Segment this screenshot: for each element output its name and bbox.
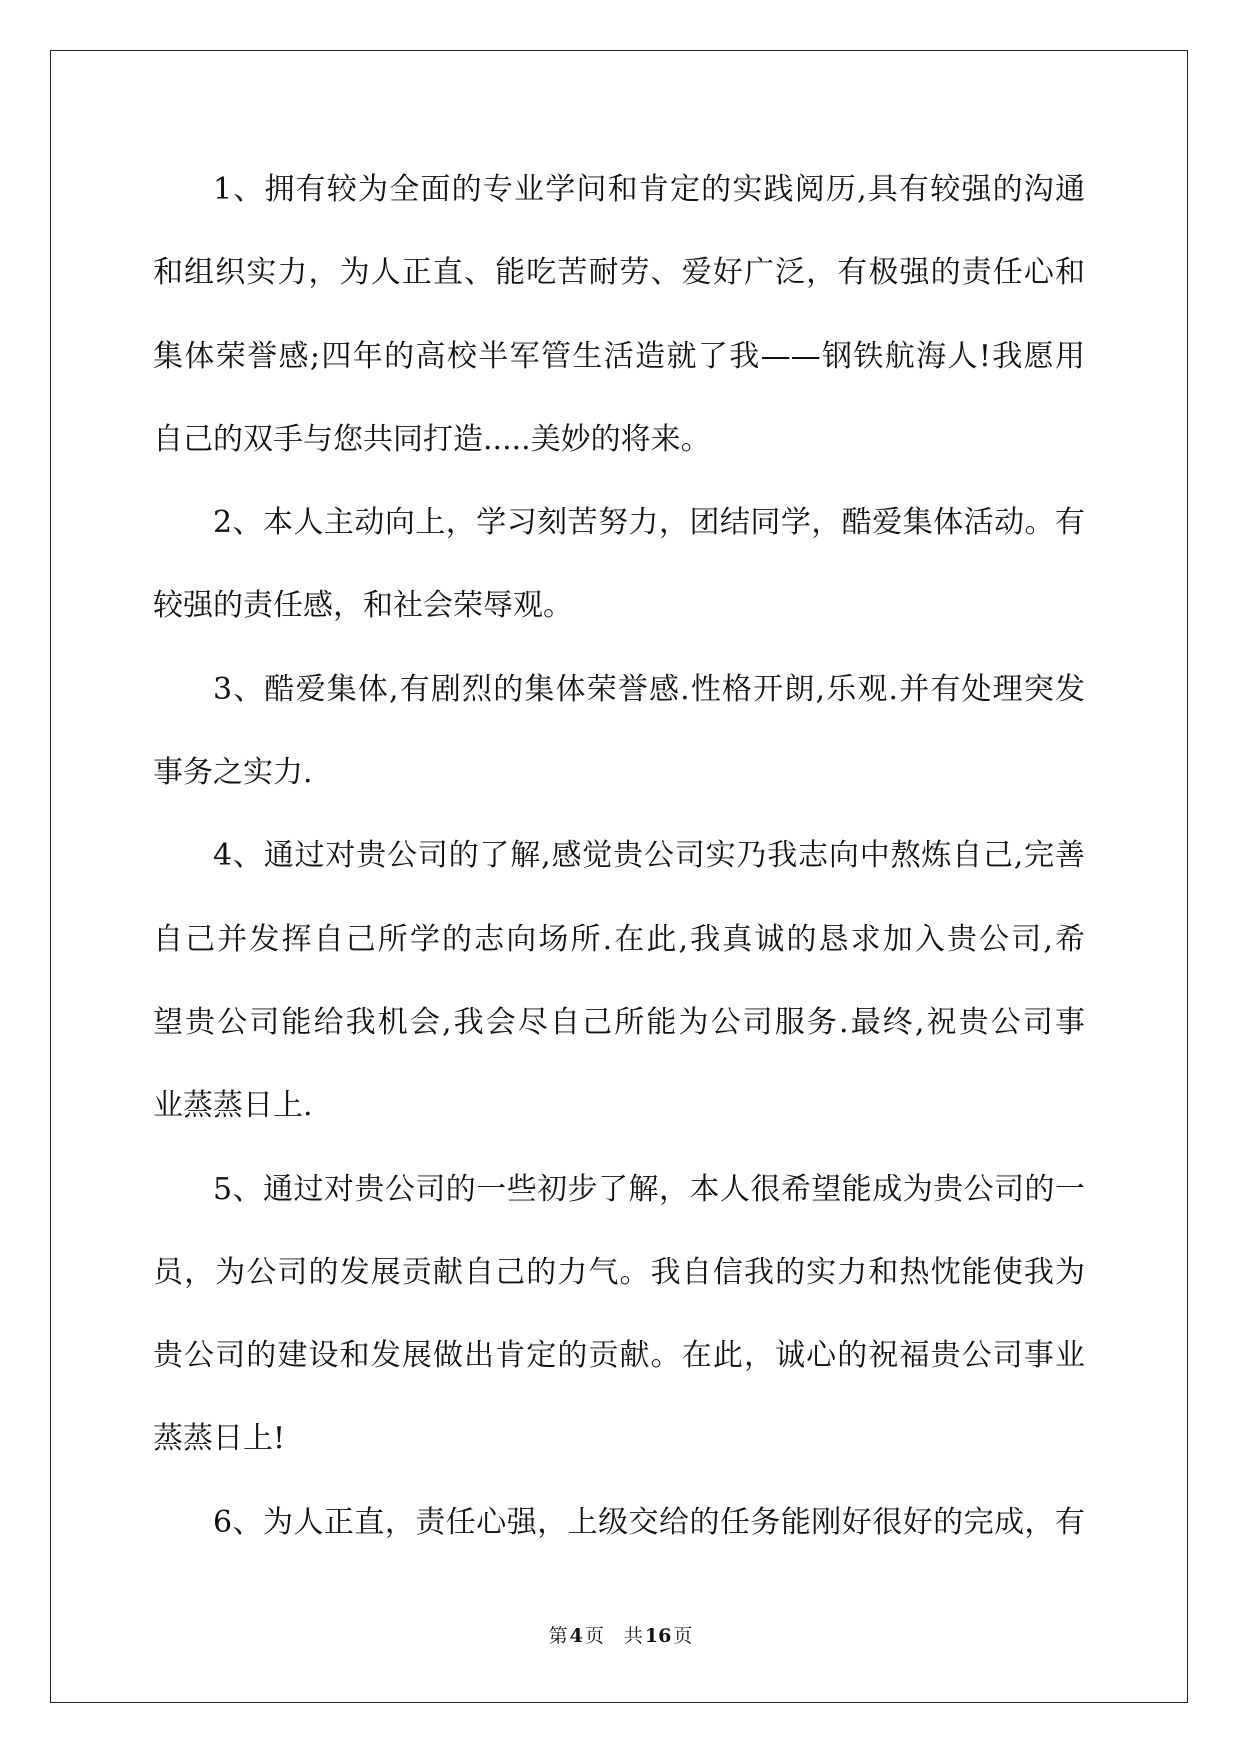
paragraph-6	[153, 1481, 1085, 1564]
paragraph-1	[153, 148, 1085, 481]
paragraph-3-line-2: 事务之实力.	[153, 755, 313, 791]
page-number-prefix: 第	[548, 1625, 568, 1647]
paragraph-1-line-3: 集体荣誉感;四年的高校半军管生活造就了我——钢铁航海人!我愿用	[153, 338, 1085, 374]
paragraph-5-line-2: 员，为公司的发展贡献自己的力气。我自信我的实力和热忱能使我为	[153, 1254, 1085, 1290]
paragraph-4	[153, 814, 1085, 1147]
document-body	[153, 148, 1085, 1564]
page-footer	[0, 1622, 1241, 1650]
page-number-suffix: 页	[584, 1625, 604, 1647]
paragraph-5	[153, 1148, 1085, 1481]
paragraph-5-line-1: 5、通过对贵公司的一些初步了解，本人很希望能成为贵公司的一	[213, 1171, 1085, 1207]
paragraph-1-line-4: 自己的双手与您共同打造.....美妙的将来。	[153, 421, 711, 457]
paragraph-4-line-2: 自己并发挥自己所学的志向场所.在此,我真诚的恳求加入贵公司,希	[153, 921, 1085, 957]
page-number: 4	[569, 1625, 583, 1647]
paragraph-4-line-4: 业蒸蒸日上.	[153, 1088, 313, 1124]
total-pages-suffix: 页	[673, 1625, 693, 1647]
total-pages-prefix: 共	[623, 1625, 643, 1647]
paragraph-2-line-1: 2、本人主动向上，学习刻苦努力，团结同学，酷爱集体活动。有	[213, 505, 1085, 541]
total-pages: 16	[644, 1625, 672, 1647]
paragraph-1-line-1: 1、拥有较为全面的专业学问和肯定的实践阅历,具有较强的沟通	[213, 172, 1085, 207]
paragraph-3-line-1: 3、酷爱集体,有剧烈的集体荣誉感.性格开朗,乐观.并有处理突发	[213, 671, 1085, 707]
paragraph-4-line-1: 4、通过对贵公司的了解,感觉贵公司实乃我志向中熬炼自己,完善	[213, 838, 1085, 874]
paragraph-3	[153, 648, 1085, 815]
paragraph-1-line-2: 和组织实力，为人正直、能吃苦耐劳、爱好广泛，有极强的责任心和	[153, 255, 1085, 291]
paragraph-5-line-3: 贵公司的建设和发展做出肯定的贡献。在此，诚心的祝福贵公司事业	[153, 1338, 1085, 1374]
paragraph-2-line-2: 较强的责任感，和社会荣辱观。	[153, 588, 573, 624]
paragraph-2	[153, 481, 1085, 648]
paragraph-4-line-3: 望贵公司能给我机会,我会尽自己所能为公司服务.最终,祝贵公司事	[153, 1004, 1085, 1040]
paragraph-6-line-1: 6、为人正直，责任心强，上级交给的任务能刚好很好的完成，有	[213, 1504, 1085, 1540]
paragraph-5-line-4: 蒸蒸日上!	[153, 1421, 286, 1457]
